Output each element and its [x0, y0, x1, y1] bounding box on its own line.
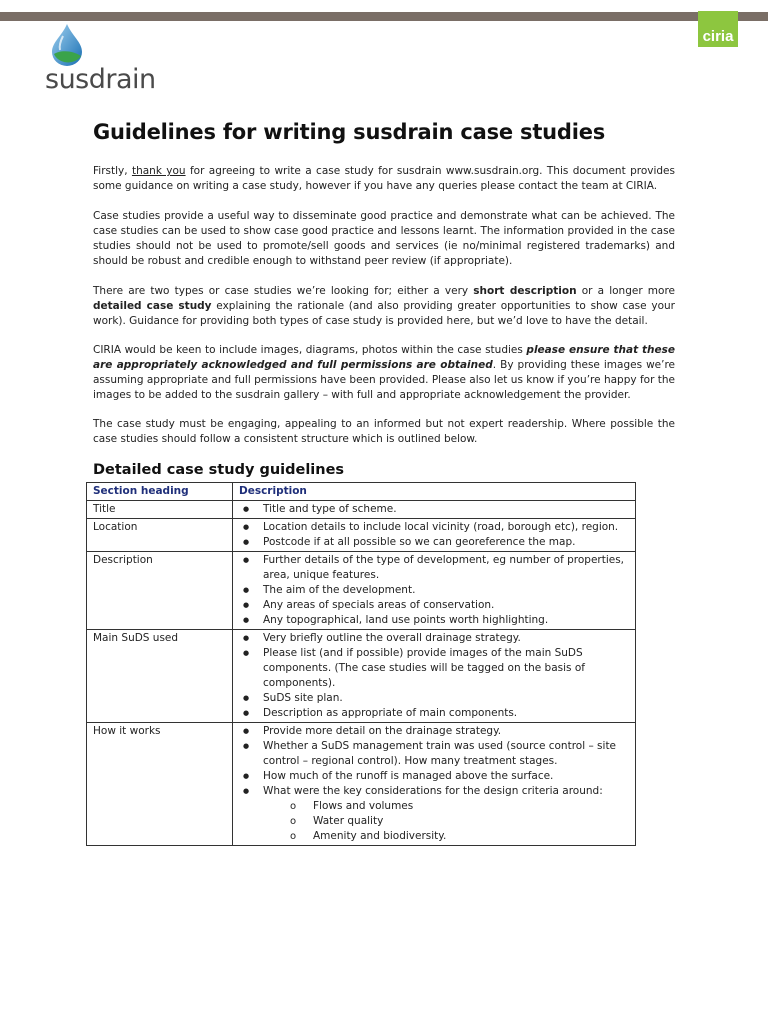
thank-you-text: thank you [131, 165, 186, 177]
header-bar [0, 12, 768, 21]
row-heading: Location [87, 519, 233, 552]
list-item: ● The aim of the development. [239, 583, 629, 598]
list-item: ● Location details to include local vicinity (road, borough etc), region. [239, 520, 629, 535]
table-header-row [87, 483, 636, 501]
list-item: ● How much of the runoff is managed above the surface. [239, 769, 629, 784]
list-item: ● Further details of the type of development, eg number of properties, area, unique features. [239, 553, 629, 583]
list-item: ● Description as appropriate of main components. [239, 706, 629, 721]
table-row [87, 630, 636, 723]
list-item: ● SuDS site plan. [239, 691, 629, 706]
row-description [233, 519, 636, 552]
images-paragraph: CIRIA would be keen to include images, diagrams, photos within the case studies please ensure that these are appropriately acknowledged and full permissions are obtained. By providing these images we’re assuming appropriate and full permissions have been provided. Please also let us know if you’re happy for the images to be added to the susdrain gallery – with full and appropriate acknowledgement the provider. [93, 344, 675, 401]
purpose-paragraph: Case studies provide a useful way to disseminate good practice and demonstrate what can be achieved. The case studies can be used to show case good practice and lessons learnt. The information provided in the case studies should not be used to promote/sell goods and services (ie no/minimal registered trademarks) and should be robust and credible enough to withstand peer review (if appropriate). [93, 210, 675, 267]
row-heading: Description [87, 552, 233, 630]
row-description [233, 501, 636, 519]
row-description [233, 723, 636, 846]
list-item: ● Provide more detail on the drainage strategy. [239, 724, 629, 739]
guidelines-table [86, 482, 636, 846]
list-item: ● Very briefly outline the overall drainage strategy. [239, 631, 629, 646]
sub-list-item: o Amenity and biodiversity. [239, 829, 629, 844]
logo-text: susdrain [45, 64, 156, 95]
column-header: Description [233, 483, 636, 501]
sub-list-item: o Flows and volumes [239, 799, 629, 814]
row-description [233, 630, 636, 723]
sub-list-item: o Water quality [239, 814, 629, 829]
row-heading: How it works [87, 723, 233, 846]
list-item: ● Please list (and if possible) provide images of the main SuDS components. (The case studies will be tagged on the basis of components). [239, 646, 629, 691]
engagement-paragraph: The case study must be engaging, appealing to an informed but not expert readership. Where possible the case studies should follow a consistent structure which is outlined below. [93, 418, 675, 445]
ciria-logo: ciria [698, 11, 738, 47]
table-row [87, 501, 636, 519]
list-item: ● Title and type of scheme. [239, 502, 629, 517]
water-drop-icon [50, 24, 84, 66]
row-description [233, 552, 636, 630]
susdrain-logo [45, 24, 155, 94]
section-title: Detailed case study guidelines [93, 462, 345, 478]
types-paragraph: There are two types or case studies we’re looking for; either a very short description or a longer more detailed case study explaining the rationale (and also providing greater opportunities to show case your work). Guidance for providing both types of case study is provided here, but we’d love to have the detail. [93, 285, 675, 327]
list-item: ● Any areas of specials areas of conservation. [239, 598, 629, 613]
page-title: Guidelines for writing susdrain case studies [93, 120, 606, 144]
list-item: ● Postcode if at all possible so we can georeference the map. [239, 535, 629, 550]
table-row [87, 519, 636, 552]
intro-paragraph: Firstly, thank you for agreeing to write a case study for susdrain www.susdrain.org. This document provides some guidance on writing a case study, however if you have any queries please contact the team at CIRIA. [93, 165, 675, 192]
column-header: Section heading [87, 483, 233, 501]
row-heading: Main SuDS used [87, 630, 233, 723]
list-item: ● Any topographical, land use points worth highlighting. [239, 613, 629, 628]
table-row [87, 552, 636, 630]
table-row [87, 723, 636, 846]
list-item: ● What were the key considerations for the design criteria around: [239, 784, 629, 799]
row-heading: Title [87, 501, 233, 519]
list-item: ● Whether a SuDS management train was used (source control – site control – regional control). How many treatment stages. [239, 739, 629, 769]
